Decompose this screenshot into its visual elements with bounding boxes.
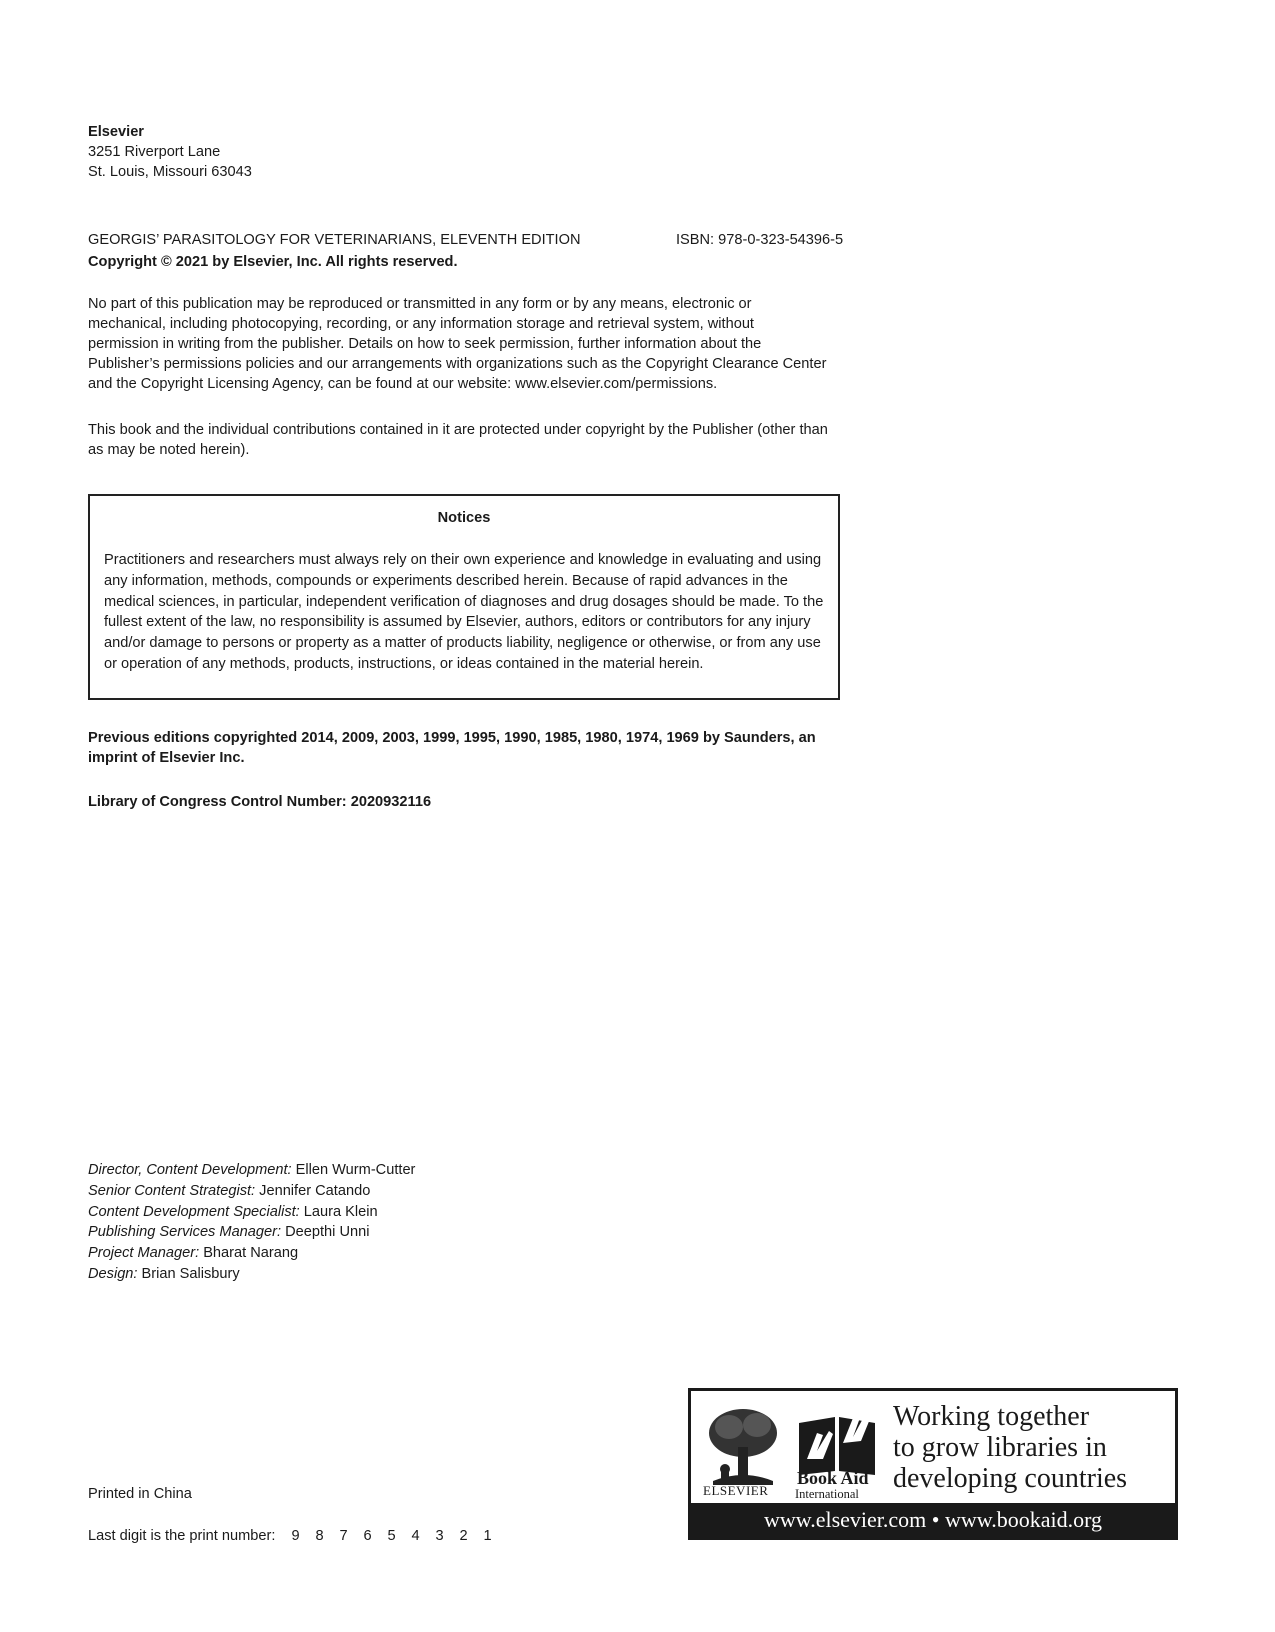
book-aid-name: Book Aid [797,1468,869,1488]
notices-box [88,494,840,700]
logo-urls-band: www.elsevier.com • www.bookaid.org [691,1503,1175,1537]
credit-role: Project Manager: [88,1245,200,1262]
lccn: Library of Congress Control Number: 2020932116 [88,794,432,810]
print-digit: 1 [483,1528,492,1544]
print-digit: 4 [411,1528,420,1544]
notices-title: Notices [437,510,491,526]
credit-role: Design: [88,1265,138,1282]
print-digit: 3 [435,1528,444,1544]
slogan-line-3: developing countries [893,1463,1128,1494]
credit-line [88,1264,415,1285]
rights-paragraph: No part of this publication may be reproduced or transmitted in any form or by any means, electronic or mechanical, including photocopying, recording, or any information storage and retrieval system, without permission in writing from the publisher. Details on how to seek permission, further information about the Publisher’s permissions policies and our arrangements with organizations such as the Copyright Clearance Center and the Copyright Licensing Agency, can be found at our website: www.elsevier.com/permissions. [88,296,827,392]
protection-paragraph: This book and the individual contributions contained in it are protected under copyright by the Publisher (other than as may be noted herein). [88,422,828,458]
isbn: ISBN: 978-0-323-54396-5 [676,232,844,248]
previous-editions: Previous editions copyrighted 2014, 2009, 2003, 1999, 1995, 1990, 1985, 1980, 1974, 1969 by Saunders, an imprint of Elsevier Inc. [88,730,816,766]
credit-name: Brian Salisbury [137,1265,240,1282]
credit-name: Ellen Wurm-Cutter [291,1162,416,1178]
print-digit: 6 [363,1528,372,1544]
credit-line [88,1181,415,1202]
print-number-line [88,1526,507,1546]
book-aid-logo-block [688,1388,1178,1540]
book-aid-hands-icon [795,1403,879,1477]
book-aid-slogan [893,1401,1127,1494]
elsevier-wordmark: ELSEVIER [703,1483,769,1498]
print-number-digits [291,1528,507,1544]
credit-name: Deepthi Unni [281,1224,370,1241]
credit-name: Bharat Narang [199,1245,299,1262]
notices-body: Practitioners and researchers must always rely on their own experience and knowledge in evaluating and using any information, methods, compounds or experiments described herein. Because of rapid advances in the medical sciences, in particular, independent verification of diagnoses and drug dosages should be made. To the fullest extent of the law, no responsibility is assumed by Elsevier, authors, editors or contributors for any injury and/or damage to persons or property as a matter of products liability, negligence or otherwise, or from any use or operation of any methods, products, instructions, or ideas contained in the material herein. [104,552,824,672]
slogan-line-1: Working together [893,1401,1090,1432]
print-digit: 5 [387,1528,396,1544]
credit-line [88,1222,415,1243]
slogan-line-2: to grow libraries in [893,1432,1107,1463]
print-digit: 8 [315,1528,324,1544]
credit-line [88,1202,415,1223]
credit-name: Laura Klein [299,1203,378,1220]
print-digit: 2 [459,1528,468,1544]
credit-line [88,1160,415,1181]
credit-line [88,1243,415,1264]
print-digit: 9 [291,1528,300,1544]
address-line-1: 3251 Riverport Lane [88,144,221,160]
print-digit: 7 [339,1528,348,1544]
address-line-2: St. Louis, Missouri 63043 [88,164,252,180]
credit-name: Jennifer Catando [255,1182,371,1199]
print-number-label: Last digit is the print number: [88,1528,276,1544]
credit-role: Content Development Specialist: [88,1203,300,1220]
book-title: GEORGIS’ PARASITOLOGY FOR VETERINARIANS, ELEVENTH EDITION [88,232,581,248]
printed-in: Printed in China [88,1486,192,1502]
book-title-line [88,230,848,250]
copyright-statement: Copyright © 2021 by Elsevier, Inc. All rights reserved. [88,254,458,270]
publisher-name: Elsevier [88,124,144,140]
credit-role: Director, Content Development: [88,1162,292,1178]
credits-list [88,1160,415,1285]
publisher-address [88,122,252,182]
book-aid-subtitle: International [795,1487,859,1501]
credit-role: Senior Content Strategist: [88,1182,256,1199]
credit-role: Publishing Services Manager: [88,1224,282,1241]
